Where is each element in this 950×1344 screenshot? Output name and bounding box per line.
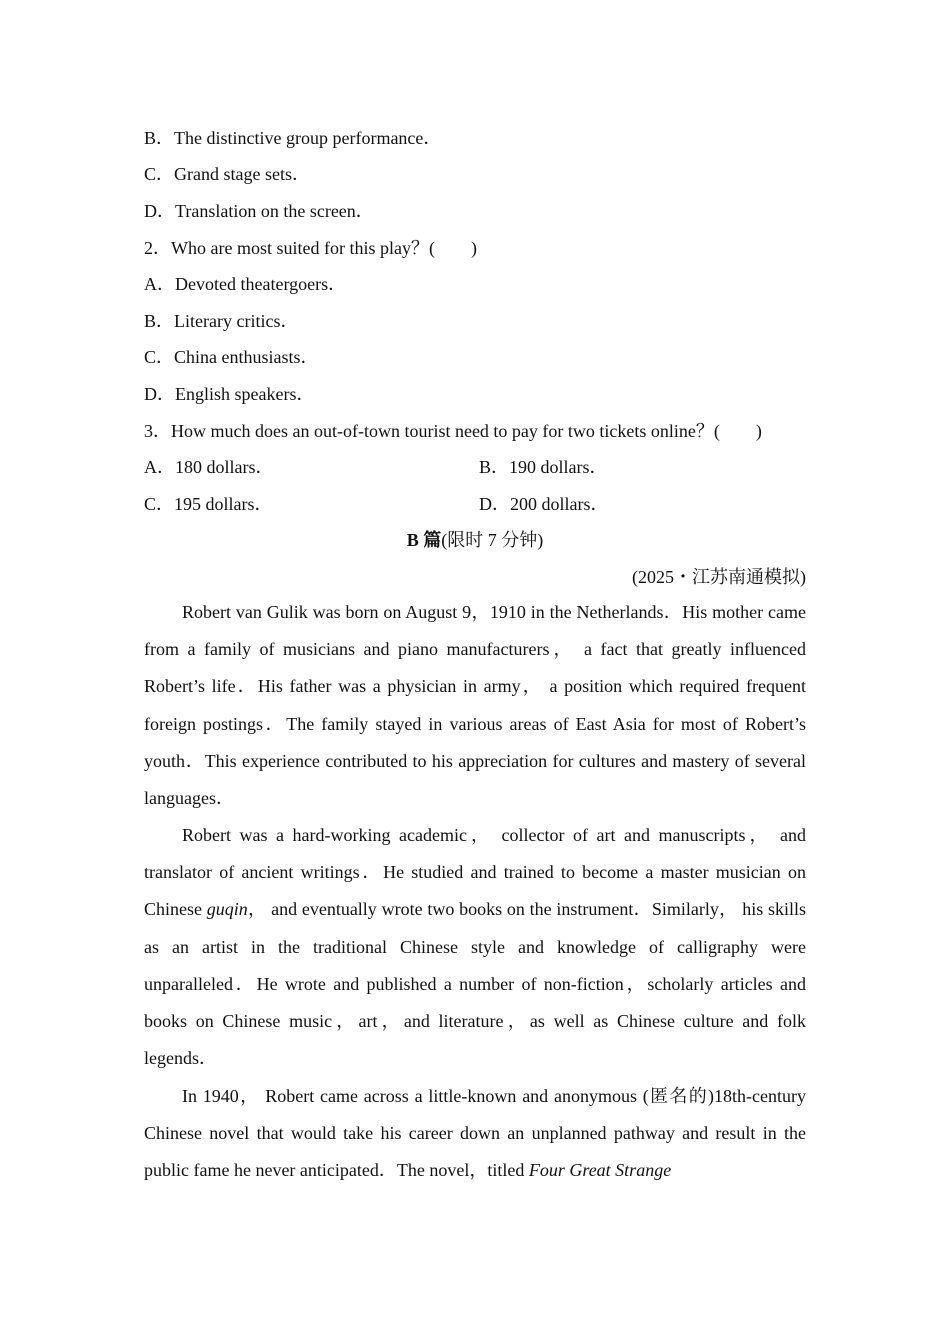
p3-text-before: In 1940， Robert came across a little-known and anonymous (匿名的)18th-century Chinese novel that would take his career down an unplanned pathway and result in the public fame he never anticipated．The novel，titled — [144, 1086, 806, 1181]
section-source: (2025・江苏南通模拟) — [632, 567, 806, 587]
q1-option-b: B．The distinctive group performance． — [144, 128, 442, 148]
p2-italic-term: guqin — [206, 899, 248, 920]
q3-option-a: A．180 dollars． — [144, 457, 274, 477]
q3-option-c: C．195 dollars． — [144, 494, 273, 514]
q2-option-a: A．Devoted theatergoers． — [144, 274, 347, 294]
q3-stem: 3．How much does an out-of-town tourist need to pay for two tickets online？( ) — [144, 421, 762, 441]
q3-option-b: B．190 dollars． — [479, 457, 608, 477]
passage-paragraph-2 — [144, 817, 806, 1077]
passage-paragraph-3 — [144, 1078, 806, 1190]
q3-option-d: D．200 dollars． — [479, 494, 609, 514]
q1-option-d: D．Translation on the screen． — [144, 201, 374, 221]
section-time-limit: (限时 7 分钟) — [441, 530, 544, 550]
p2-text-after: ， and eventually wrote two books on the instrument．Similarly， his skills as an artist in the traditional Chinese style and knowledge of calligraphy were unparalleled．He wrote and published a number of non-fiction，scholarly articles and books on Chinese music，art，and literature，as well as Chinese culture and folk legends． — [144, 899, 806, 1069]
q2-option-b: B．Literary critics． — [144, 311, 299, 331]
q2-stem: 2．Who are most suited for this play？( ) — [144, 238, 477, 258]
q1-option-c: C．Grand stage sets． — [144, 164, 310, 184]
section-title — [0, 529, 950, 551]
section-title-bold: B 篇 — [406, 530, 442, 550]
passage-paragraph-1: Robert van Gulik was born on August 9，1910 in the Netherlands．His mother came from a family of musicians and piano manufacturers， a fact that greatly influenced Robert’s life．His father was a physician in army， a position which required frequent foreign postings．The family stayed in various areas of East Asia for most of Robert’s youth．This experience contributed to his appreciation for cultures and mastery of several languages． — [144, 602, 806, 809]
q2-option-c: C．China enthusiasts． — [144, 347, 319, 367]
p2-text-before: Robert was a hard-working academic， collector of art and manuscripts， and translator of ancient writings．He studied and trained to become a master musician on Chinese — [144, 825, 806, 920]
p3-italic-title: Four Great Strange — [528, 1160, 672, 1181]
q2-option-d: D．English speakers． — [144, 384, 315, 404]
